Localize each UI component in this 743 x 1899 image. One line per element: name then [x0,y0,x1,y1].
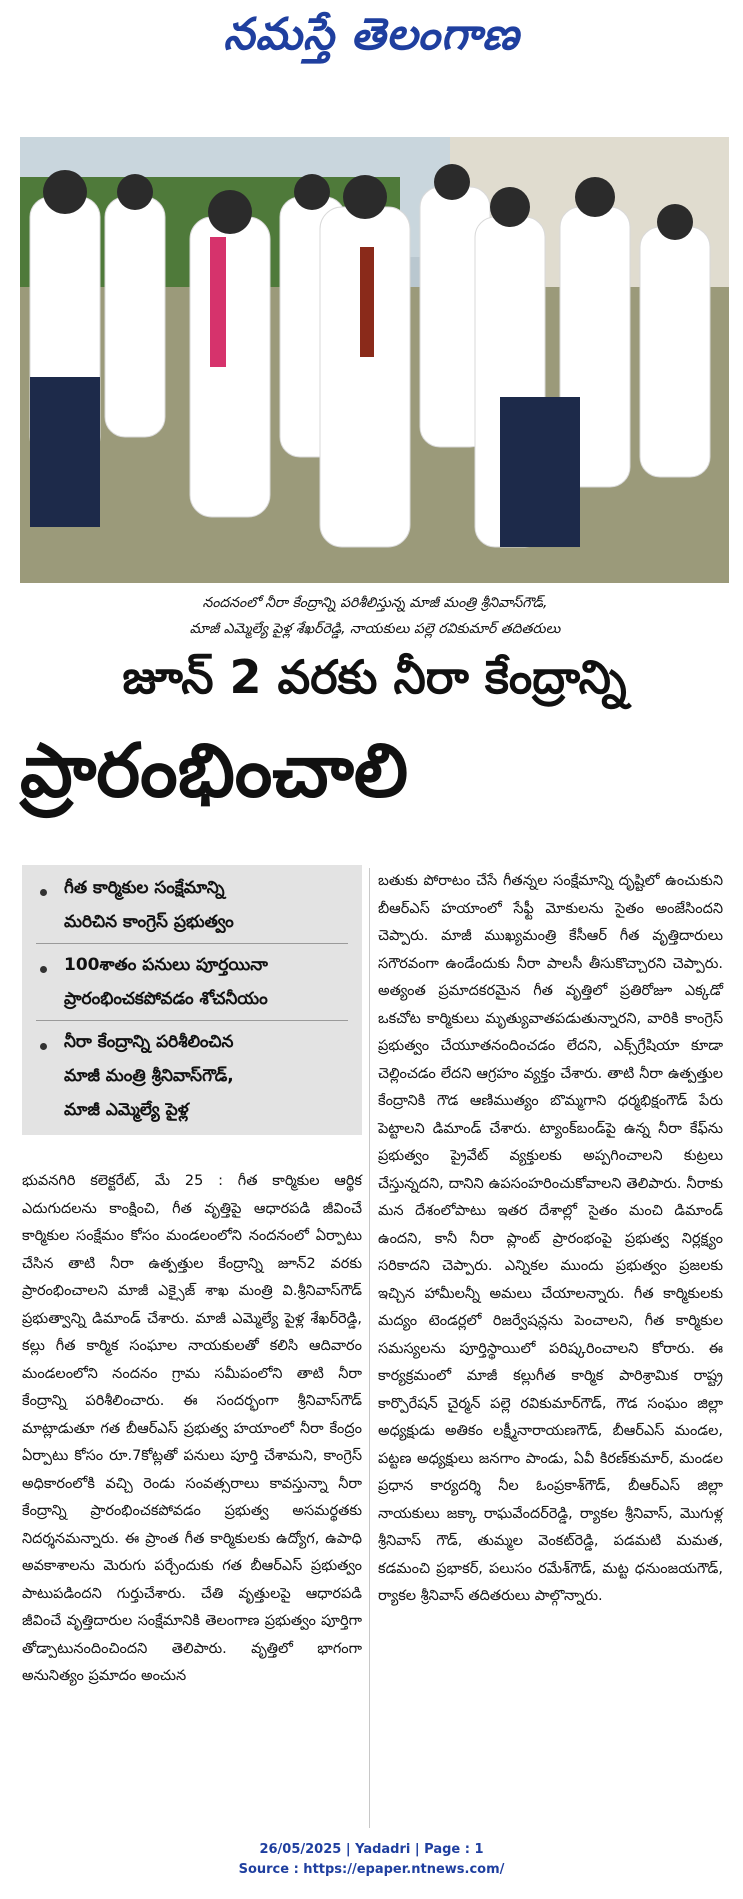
news-photo [20,137,729,583]
article-column-left [22,1168,362,1691]
bullet-icon [40,966,47,973]
footer-date-edition: 26/05/2025 | Yadadri | Page : 1 [259,1842,484,1857]
article-column-right [378,868,723,1611]
masthead-logo: నమస్తే తెలంగాణ [223,9,520,60]
headline-line-1: జూన్ 2 వరకు నీరా కేంద్రాన్ని [122,650,627,704]
headline-line-2: ప్రారంభించాలి [20,728,409,814]
highlight-item: నీరా కేంద్రాన్ని పరిశీలించిన మాజీ మంత్రి శ్రీనివాస్‌గౌడ్, మాజీ ఎమ్మెల్యే పైళ్ల [22,1025,362,1127]
bullet-icon [40,889,47,896]
caption-line-1: నందనంలో నీరా కేంద్రాన్ని పరిశీలిస్తున్న మాజీ మంత్రి శ్రీనివాస్‌గౌడ్, [202,595,548,611]
footer [0,1840,743,1880]
highlight-item: 100శాతం పనులు పూర్తయినా ప్రారంభించకపోవడం శోచనీయం [22,948,362,1016]
article-text-left: భువనగిరి కలెక్టరేట్, మే 25 : గీత కార్మికుల ఆర్థిక ఎదుగుదలను కాంక్షించి, గీత వృత్తిపై ఆధారపడి జీవించే కార్మికుల సంక్షేమం కోసం మండలంలోని నందనంలో ఏర్పాటు చేసిన తాటి నీరా ఉత్పత్తుల కేంద్రాన్ని జూన్2 వరకు ప్రారంభించాలని మాజీ ఎక్సైజ్ శాఖ మంత్రి వి.శ్రీనివాస్‌గౌడ్ ప్రభుత్వాన్ని డిమాండ్ చేశారు. మాజీ ఎమ్మెల్యే పైళ్ల శేఖర్‌రెడ్డి, కల్లు గీత కార్మిక సంఘాల నాయకులతో కలిసి ఆదివారం మండలంలోని నందనం గ్రామ సమీపంలోని తాటి నీరా కేంద్రాన్ని పరిశీలించారు. ఈ సందర్భంగా శ్రీనివాస్‌గౌడ్ మాట్లాడుతూ గత బీఆర్‌ఎస్ ప్రభుత్వ హయాంలో నీరా కేంద్రం ఏర్పాటు కోసం రూ.7కోట్లతో పనులు పూర్తి చేశామని, కాంగ్రెస్ అధికారంలోకి వచ్చి రెండు సంవత్సరాలు కావస్తున్నా నీరా కేంద్రాన్ని ప్రారంభించకపోవడం ప్రభుత్వ అసమర్థతకు నిదర్శనమన్నారు. ఈ ప్రాంత గీత కార్మికులకు ఉద్యోగ, ఉపాధి అవకాశాలను మెరుగు పర్చేందుకు గత బీఆర్‌ఎస్ ప్రభుత్వం పాటుపడిందని గుర్తుచేశారు. చేతి వృత్తులపై ఆధారపడి జీవించే వృత్తిదారుల సంక్షేమానికి తెలంగాణ ప్రభుత్వం పూర్తిగా తోడ్పాటునందించిందని తెలిపారు. వృత్తిలో భాగంగా అనునిత్యం ప్రమాదం అంచున [22,1173,362,1684]
column-divider [369,868,370,1828]
article-text-right: బతుకు పోరాటం చేసే గీతన్నల సంక్షేమాన్ని దృష్టిలో ఉంచుకుని బీఆర్‌ఎస్ హయాంలో సేఫ్టీ మోకులను సైతం అంజేసిందని చెప్పారు. మాజీ ముఖ్యమంత్రి కేసీఆర్ గీత వృత్తిదారులు సగౌరవంగా ఉండేందుకు నీరా పాలసీ తీసుకొచ్చారని చెప్పారు. అత్యంత ప్రమాదకరమైన గీత వృత్తిలో ప్రతిరోజూ ఎక్కడో ఒకచోట కార్మికులు మృత్యువాతపడుతున్నారని, వారికి కాంగ్రెస్ ప్రభుత్వం చేయూతనందించడం లేదని, ఎక్స్‌గ్రేషియా కూడా చెల్లించడం లేదని ఆగ్రహం వ్యక్తం చేశారు. తాటి నీరా ఉత్పత్తుల కేంద్రానికి గౌడ ఆణిముత్యం బొమ్మగాని ధర్మభిక్షంగౌడ్ పేరు పెట్టాలని డిమాండ్ చేశారు. ట్యాంక్‌బండ్‌పై ఉన్న నీరా కేఫ్‌ను ప్రభుత్వం ప్రైవేట్ వ్యక్తులకు అప్పగించాలని కుట్రలు చేస్తున్నదని, దానిని ఉపసంహరించుకోవాలని తెలిపారు. నీరాకు మన దేశంలోపాటు ఇతర దేశాల్లో సైతం మంచి డిమాండ్ ఉందని, కానీ నీరా ప్లాంట్ ప్రారంభంపై ప్రభుత్వ నిర్లక్ష్యం సరికాదని చెప్పారు. ఎన్నికల ముందు ప్రభుత్వం ప్రజలకు ఇచ్చిన హామీలన్నీ అమలు చేయాలన్నారు. గీత కార్మికులకు మద్యం టెండర్లలో రిజర్వేషన్లను పెంచాలని, గీత కార్మికుల సమస్యలను పూర్తిస్థాయిలో పరిష్కరించాలని కోరారు. ఈ కార్యక్రమంలో మాజీ కల్లుగీత కార్మిక పారిశ్రామిక రాష్ట్ర కార్పొరేషన్ చైర్మన్ పల్లె రవికుమార్‌గౌడ్, గౌడ సంఘం జిల్లా అధ్యక్షుడు అతికం లక్ష్మీనారాయణగౌడ్, బీఆర్‌ఎస్ మండల, పట్టణ అధ్యక్షులు జనగాం పాండు, ఏవీ కిరణ్‌కుమార్, మండల ప్రధాన కార్యదర్శి నీల ఓంప్రకాశ్‌గౌడ్, బీఆర్‌ఎస్ జిల్లా నాయకులు జక్కా రాఘవేందర్‌రెడ్డి, ర్యాకల శ్రీనివాస్, మొగుళ్ల శ్రీనివాస్ గౌడ్, తుమ్మల వెంకట్‌రెడ్డి, పడమటి మమత, కడమంచి ప్రభాకర్, పలుసం రమేశ్‌గౌడ్, మట్ట ధనుంజయగౌడ్, ర్యాకల శ్రీనివాస్ తదితరులు పాల్గొన్నారు. [378,873,723,1604]
bullet-icon [40,1043,47,1050]
photo-caption [60,590,690,642]
divider [36,1020,348,1021]
caption-line-2: మాజీ ఎమ్మెల్యే పైళ్ల శేఖర్‌రెడ్డి, నాయకులు పల్లె రవికుమార్ తదితరులు [189,621,561,637]
highlights-box [22,865,362,1135]
masthead [0,0,743,80]
divider [36,943,348,944]
highlight-item: గీత కార్మికుల సంక్షేమాన్ని మరిచిన కాంగ్రెస్ ప్రభుత్వం [22,871,362,939]
footer-source: Source : https://epaper.ntnews.com/ [238,1862,505,1877]
